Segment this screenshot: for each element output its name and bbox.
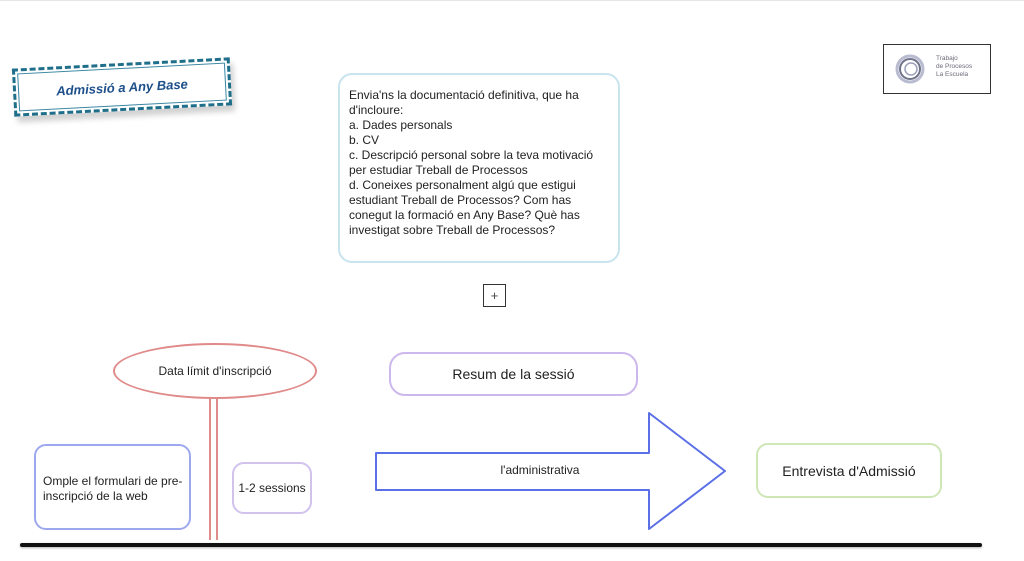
- documentation-box: [338, 73, 620, 263]
- documentation-intro: Envia'ns la documentació definitiva, que ha d'incloure:: [349, 88, 579, 117]
- form-box: [34, 444, 191, 530]
- ring-logo-icon: [892, 52, 932, 86]
- logo-line-2: de Procesos: [936, 63, 973, 70]
- logo-line-3: La Escuela: [936, 71, 969, 78]
- plus-icon[interactable]: +: [483, 284, 506, 307]
- sessions-box: [232, 462, 312, 514]
- logo: [883, 44, 991, 94]
- timeline-baseline: [20, 543, 982, 547]
- title-badge-text: Admissió a Any Base: [55, 76, 189, 98]
- top-divider: [0, 0, 1024, 1]
- documentation-item-a: a. Dades personals: [349, 118, 453, 132]
- deadline-stem: [209, 398, 218, 540]
- logo-line-1: Trabajo: [936, 55, 958, 62]
- documentation-item-b: b. CV: [349, 133, 380, 147]
- title-badge: [12, 57, 232, 116]
- sessions-label: 1-2 sessions: [238, 481, 306, 495]
- interview-box: [756, 443, 942, 498]
- documentation-item-c: c. Descripció personal sobre la teva motivació per estudiar Treball de Processos: [349, 148, 594, 177]
- interview-label: Entrevista d'Admissió: [782, 462, 916, 479]
- summary-label: Resum de la sessió: [452, 366, 575, 382]
- documentation-item-d: d. Coneixes personalment algú que estigui estudiant Treball de Processos? Com has conegut la formació en Any Base? Què has investigat sobre Treball de Processos?: [349, 178, 580, 237]
- arrow-label: l'administrativa: [500, 463, 580, 477]
- deadline-bubble: [113, 343, 317, 399]
- summary-box: [389, 352, 638, 396]
- deadline-label: Data límit d'inscripció: [158, 364, 272, 378]
- logo-text: [936, 55, 972, 79]
- form-label: Omple el formulari de pre-inscripció de la web: [43, 474, 183, 503]
